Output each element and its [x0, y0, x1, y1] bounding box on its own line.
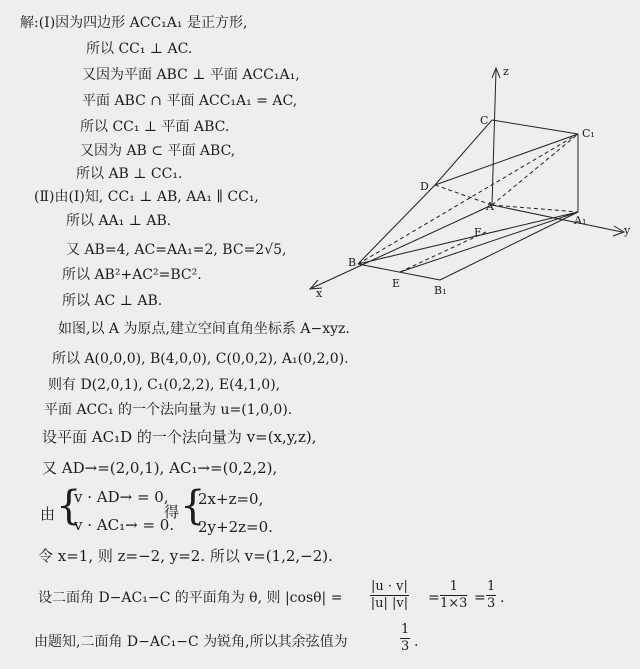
system1-eq1: v · AD→ = 0,: [74, 488, 169, 506]
part2-line2: 所以 AA₁ ⊥ AB.: [66, 213, 172, 229]
part1-line4: 平面 ABC ∩ 平面 ACC₁A₁ = AC,: [82, 93, 298, 109]
part2-line11: 又 AD→=(2,0,1), AC₁→=(0,2,2),: [42, 459, 278, 477]
fraction-1x3-numerator: 1: [440, 579, 467, 596]
part2-line10: 设平面 AC₁D 的一个法向量为 v=(x,y,z),: [42, 428, 317, 446]
system-prefix: 由: [40, 505, 56, 523]
part1-line7: 所以 AB ⊥ CC₁.: [76, 166, 183, 182]
fraction-third-numerator: 1: [487, 579, 496, 594]
left-brace-2: {: [180, 483, 206, 529]
label-C1: C₁: [582, 127, 595, 140]
system1-eq2: v · AC₁→ = 0.: [74, 516, 175, 534]
part2-line8: 则有 D(2,0,1), C₁(0,2,2), E(4,1,0),: [48, 377, 281, 393]
edge-AA1: [492, 205, 578, 212]
label-D: D: [420, 180, 429, 193]
label-A: A: [486, 200, 494, 213]
fraction-uv-numerator: |u · v|: [371, 579, 408, 594]
equals-2: =: [474, 590, 486, 606]
part1-line3: 又因为平面 ABC ⊥ 平面 ACC₁A₁,: [82, 67, 300, 83]
part1-line5: 所以 CC₁ ⊥ 平面 ABC.: [80, 119, 230, 135]
edge-BC1: [358, 134, 578, 264]
part1-line2: 所以 CC₁ ⊥ AC.: [86, 41, 193, 57]
equals-1: =: [428, 590, 440, 606]
part2-line1: (Ⅱ)由(Ⅰ)知, CC₁ ⊥ AB, AA₁ ∥ CC₁,: [34, 189, 259, 205]
fraction-uv-denominator: |u| |v|: [370, 596, 409, 611]
part2-line13: 设二面角 D−AC₁−C 的平面角为 θ, 则 |cosθ| =: [38, 590, 343, 606]
label-y: y: [624, 224, 631, 237]
part1-line6: 又因为 AB ⊂ 平面 ABC,: [80, 143, 236, 159]
label-F: F: [474, 226, 482, 239]
edge-B1A1: [440, 212, 578, 280]
label-B: B: [348, 256, 357, 269]
left-brace-1: {: [56, 483, 82, 529]
label-x: x: [316, 287, 323, 300]
label-E: E: [392, 277, 401, 290]
period-1: .: [500, 590, 505, 606]
label-A1: A₁: [574, 214, 587, 227]
fraction-final-denominator: 3: [401, 639, 410, 654]
part2-line5: 所以 AC ⊥ AB.: [62, 293, 163, 309]
part2-line14: 由题知,二面角 D−AC₁−C 为锐角,所以其余弦值为: [34, 634, 348, 650]
fraction-final-numerator: 1: [401, 622, 410, 637]
edge-AC1: [492, 134, 578, 205]
fraction-1x3-denominator: 1×3: [440, 596, 468, 611]
part2-line9: 平面 ACC₁ 的一个法向量为 u=(1,0,0).: [44, 402, 293, 418]
fraction-third-denominator: 3: [487, 596, 496, 611]
system-middle: 得: [164, 503, 180, 521]
part1-line1: 解:(Ⅰ)因为四边形 ACC₁A₁ 是正方形,: [20, 15, 248, 31]
edge-DB: [358, 185, 435, 264]
edge-BA1: [358, 212, 578, 264]
part2-line7: 所以 A(0,0,0), B(4,0,0), C(0,0,2), A₁(0,2,0).: [52, 351, 349, 367]
part2-line4: 所以 AB²+AC²=BC².: [62, 267, 202, 283]
edge-EA1: [400, 212, 578, 272]
label-C: C: [480, 114, 489, 127]
system2-eq1: 2x+z=0,: [198, 490, 264, 508]
x-axis: [312, 205, 492, 288]
period-2: .: [414, 634, 419, 650]
part2-line3: 又 AB=4, AC=AA₁=2, BC=2√5,: [66, 242, 287, 258]
part2-line6: 如图,以 A 为原点,建立空间直角坐标系 A−xyz.: [58, 321, 350, 337]
edge-CC1: [492, 120, 578, 134]
label-z: z: [503, 65, 509, 78]
label-B1: B₁: [434, 284, 447, 297]
system2-eq2: 2y+2z=0.: [198, 518, 273, 536]
edge-DC1: [435, 134, 578, 185]
part2-line12: 令 x=1, 则 z=−2, y=2. 所以 v=(1,2,−2).: [38, 547, 333, 565]
